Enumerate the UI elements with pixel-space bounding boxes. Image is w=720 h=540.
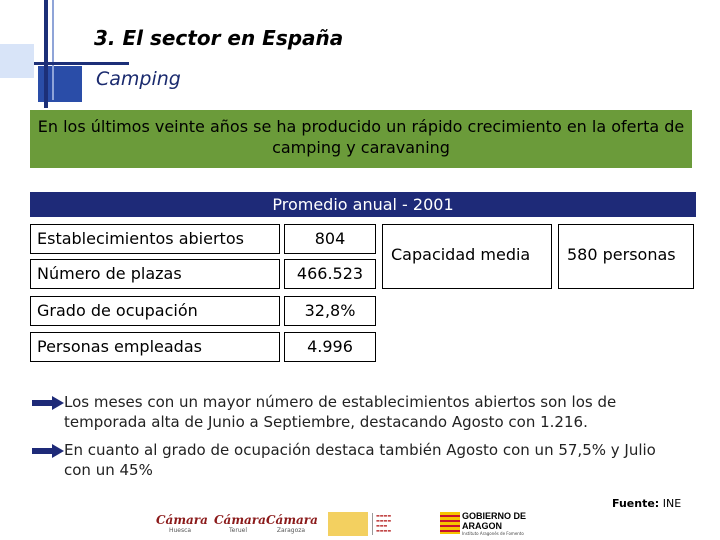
gobierno-aragon-subtext: Instituto Aragonés de Fomento <box>462 531 524 536</box>
row-value-plazas: 466.523 <box>284 259 376 289</box>
row-value-establecimientos: 804 <box>284 224 376 254</box>
camara-zaragoza-logo: Cámara Zaragoza <box>266 513 318 534</box>
arrow-right-icon <box>32 444 64 458</box>
row-label-establecimientos: Establecimientos abiertos <box>30 224 280 254</box>
decorative-vertical-line-light <box>52 0 54 100</box>
row-label-ocupacion: Grado de ocupación <box>30 296 280 326</box>
camara-teruel-logo: Cámara Teruel <box>214 513 266 534</box>
source-value: INE <box>662 497 682 510</box>
decorative-vertical-line <box>44 0 48 108</box>
bullet-text-1: Los meses con un mayor número de establecimientos abiertos son los de temporada alta de Junio a Septiembre, destacando Agosto con 1.216. <box>64 393 617 431</box>
row-value-ocupacion: 32,8% <box>284 296 376 326</box>
ministerio-shield-icon <box>328 512 368 536</box>
decorative-horizontal-line <box>34 62 129 65</box>
ministerio-logo-text: ▬▬▬▬ ▬▬▬▬ ▬▬▬ ▬▬▬▬ <box>372 513 442 535</box>
arrow-right-icon <box>32 396 64 410</box>
page-title: 3. El sector en España <box>94 26 344 50</box>
row-label-empleadas: Personas empleadas <box>30 332 280 362</box>
bullet-text-2: En cuanto al grado de ocupación destaca también Agosto con un 57,5% y Julio con un 45% <box>64 441 656 479</box>
capacity-value: 580 personas <box>558 224 694 289</box>
row-value-empleadas: 4.996 <box>284 332 376 362</box>
camara-huesca-logo: Cámara Huesca <box>156 513 208 534</box>
gobierno-aragon-logo: GOBIERNO DE ARAGON <box>462 511 527 531</box>
source-label: Fuente: <box>612 497 660 510</box>
table-heading: Promedio anual - 2001 <box>30 192 696 217</box>
decorative-square-light <box>0 44 34 78</box>
row-label-plazas: Número de plazas <box>30 259 280 289</box>
page-subtitle: Camping <box>96 68 181 90</box>
capacity-label: Capacidad media <box>382 224 552 289</box>
source-note <box>612 497 681 510</box>
intro-box: En los últimos veinte años se ha producido un rápido crecimiento en la oferta de camping y caravaning <box>30 110 692 168</box>
aragon-flag-icon <box>440 512 460 534</box>
